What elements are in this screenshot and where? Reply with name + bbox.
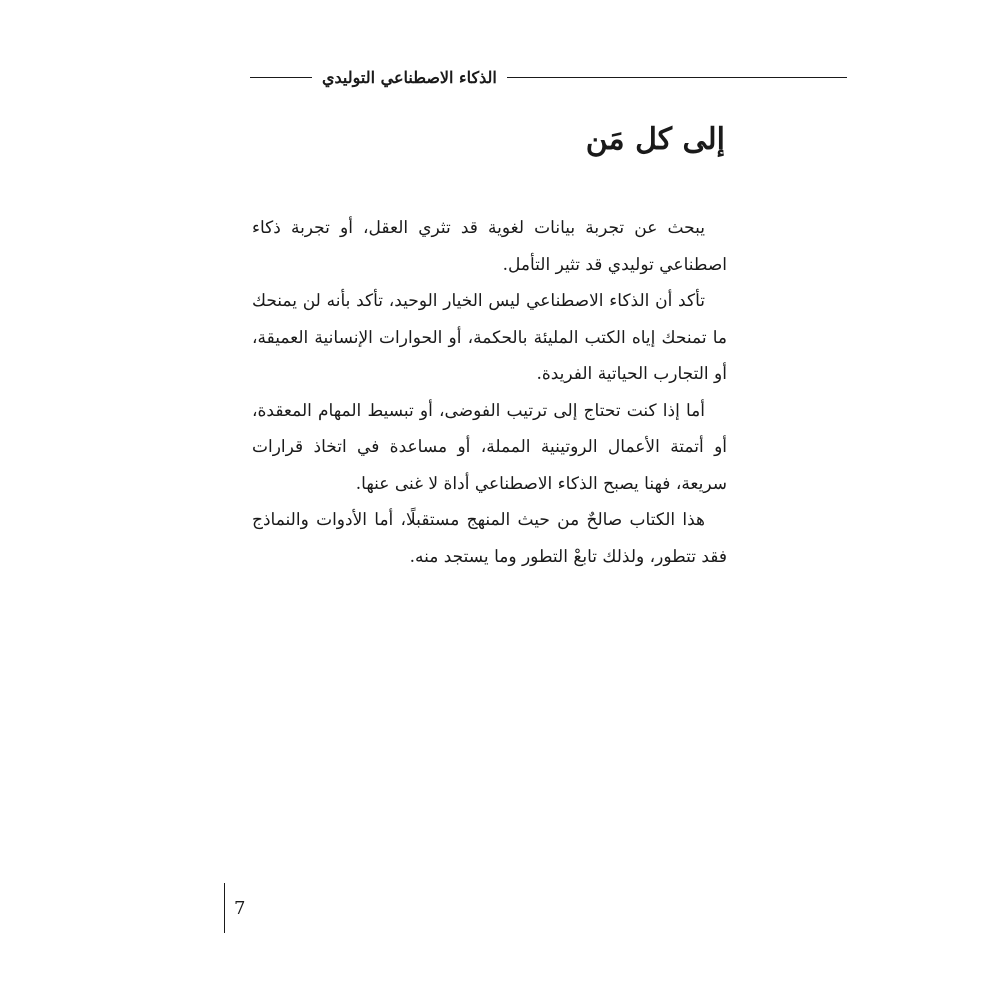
header-rule-left	[250, 77, 312, 78]
paragraph-4: هذا الكتاب صالحٌ من حيث المنهج مستقبلًا، أما الأدوات والنماذج فقد تتطور، ولذلك تابعْ التطور وما يستجد منه.	[252, 510, 727, 567]
paragraph-1: يبحث عن تجربة بيانات لغوية قد تثري العقل، أو تجربة ذكاء اصطناعي توليدي قد تثير التأمل.	[252, 218, 727, 275]
running-header	[250, 62, 847, 92]
chapter-title: إلى كل مَن	[585, 122, 725, 157]
body-text	[252, 210, 727, 575]
page-number: 7	[234, 898, 246, 919]
running-title: الذكاء الاصطناعي التوليدي	[322, 67, 497, 87]
paragraph-3: أما إذا كنت تحتاج إلى ترتيب الفوضى، أو تبسيط المهام المعقدة، أو أتمتة الأعمال الروتينية المملة، أو مساعدة في اتخاذ قرارات سريعة، فهنا يصبح الذكاء الاصطناعي أداة لا غنى عنها.	[252, 400, 727, 494]
header-rule-right	[507, 77, 847, 78]
page-number-rule	[224, 883, 225, 933]
paragraph-2: تأكد أن الذكاء الاصطناعي ليس الخيار الوحيد، تأكد بأنه لن يمنحك ما تمنحك إياه الكتب المليئة بالحكمة، أو الحوارات الإنسانية العميقة، أو التجارب الحياتية الفريدة.	[252, 291, 727, 384]
